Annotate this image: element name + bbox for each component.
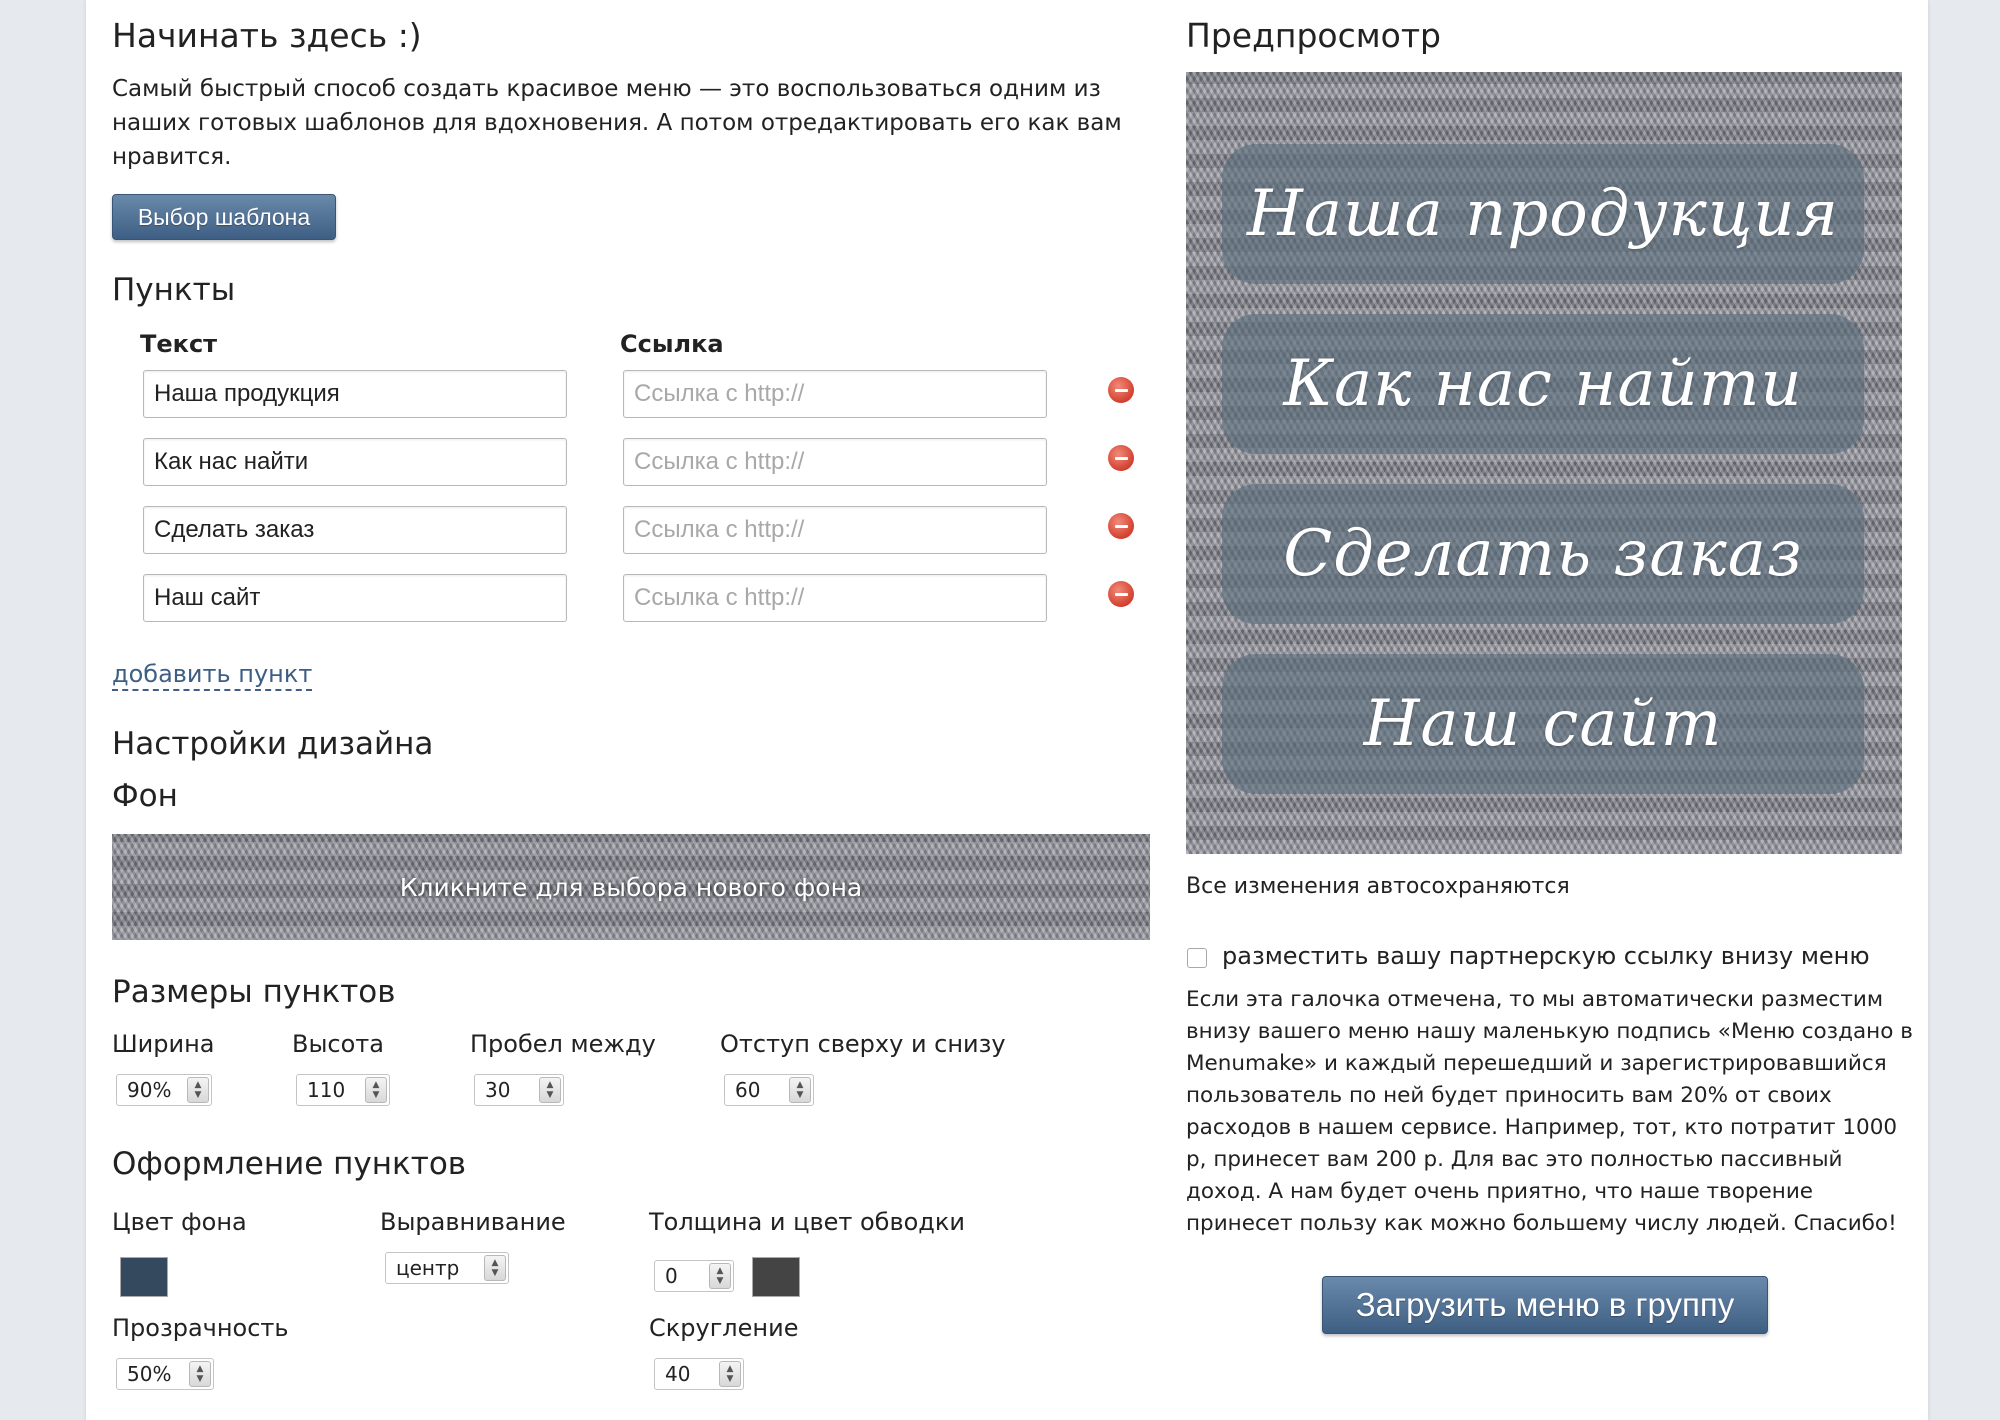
stepper-arrows-icon[interactable]: ▲ ▼ [789,1077,811,1103]
start-description: Самый быстрый способ создать красивое меню — это воспользоваться одним из наших готовых шаблонов для вдохновения. А потом отредактировать его как вам нравится. [112,76,1122,170]
padding-stepper[interactable] [724,1074,814,1106]
stepper-arrows-icon[interactable]: ▲ ▼ [189,1361,211,1387]
gap-value: 30 [485,1078,511,1102]
delete-item-icon[interactable] [1108,377,1134,403]
add-item-link[interactable]: добавить пункт [112,660,312,691]
partner-checkbox-label[interactable]: разместить вашу партнерскую ссылку внизу меню [1222,942,1870,970]
delete-item-icon[interactable] [1108,445,1134,471]
item-sizes-title: Размеры пунктов [112,974,396,1010]
partner-description: Если эта галочка отмечена, то мы автоматически разместим внизу вашего меню нашу маленькую подпись «Меню создано в Menumake» и каждый перешедший и зарегистрировавшийся пользователь по ней будет приносить вам 20% от своих расходов в нашем сервисе. Например, тот, кто потратит 1000 р, принесет вам 200 р. Для вас это полностью пассивный доход. А нам будет очень приятно, что наше творение принесет пользу как можно большему числу людей. Спасибо! [1186,987,1913,1236]
radius-value: 40 [665,1362,691,1386]
item-link-input[interactable] [623,370,1047,418]
item-styling-title: Оформление пунктов [112,1146,467,1182]
radius-stepper[interactable] [654,1358,744,1390]
height-stepper[interactable] [296,1074,390,1106]
width-stepper[interactable] [116,1074,212,1106]
padding-label: Отступ сверху и снизу [720,1030,1006,1058]
height-label: Высота [292,1030,384,1058]
background-picker-label: Кликните для выбора нового фона [399,872,863,902]
align-label: Выравнивание [380,1208,566,1236]
stepper-arrows-icon[interactable]: ▲ ▼ [187,1077,209,1103]
stepper-arrows-icon[interactable]: ▲ ▼ [709,1263,731,1289]
background-title: Фон [112,778,178,814]
text-column-header: Текст [140,330,218,358]
delete-item-icon[interactable] [1108,513,1134,539]
start-title: Начинать здесь :) [112,16,422,55]
item-text-input[interactable] [143,370,567,418]
template-select-button[interactable]: Выбор шаблона [112,194,336,240]
border-label: Толщина и цвет обводки [649,1208,965,1236]
opacity-value: 50% [127,1362,172,1386]
preview-item[interactable]: Наш сайт [1222,654,1864,794]
height-value: 110 [307,1078,346,1102]
item-text-input[interactable] [143,574,567,622]
opacity-label: Прозрачность [112,1314,289,1342]
autosave-note: Все изменения автосохраняются [1186,874,1570,899]
item-text-input[interactable] [143,506,567,554]
border-width-value: 0 [665,1264,678,1288]
opacity-stepper[interactable] [116,1358,214,1390]
preview-item[interactable]: Как нас найти [1222,314,1864,454]
border-width-stepper[interactable] [654,1260,734,1292]
width-label: Ширина [112,1030,215,1058]
align-select[interactable] [385,1252,509,1284]
gap-label: Пробел между [470,1030,656,1058]
preview-item[interactable]: Сделать заказ [1222,484,1864,624]
bg-color-swatch[interactable] [120,1257,168,1297]
radius-label: Скругление [649,1314,799,1342]
select-arrows-icon[interactable]: ▲ ▼ [484,1255,506,1281]
background-picker[interactable] [112,834,1150,940]
stepper-arrows-icon[interactable]: ▲ ▼ [719,1361,741,1387]
delete-item-icon[interactable] [1108,581,1134,607]
preview-item[interactable]: Наша продукция [1222,144,1864,284]
editor-card [86,0,1928,1420]
stepper-arrows-icon[interactable]: ▲ ▼ [365,1077,387,1103]
upload-menu-button[interactable]: Загрузить меню в группу [1322,1276,1768,1334]
item-link-input[interactable] [623,574,1047,622]
design-settings-title: Настройки дизайна [112,726,434,762]
partner-link-checkbox[interactable] [1187,948,1207,968]
link-column-header: Ссылка [620,330,724,358]
items-section-title: Пункты [112,272,236,308]
bg-color-label: Цвет фона [112,1208,247,1236]
border-color-swatch[interactable] [752,1257,800,1297]
gap-stepper[interactable] [474,1074,564,1106]
padding-value: 60 [735,1078,761,1102]
menu-preview [1186,72,1902,854]
stepper-arrows-icon[interactable]: ▲ ▼ [539,1077,561,1103]
preview-title: Предпросмотр [1186,16,1441,55]
item-link-input[interactable] [623,438,1047,486]
align-value: центр [396,1256,460,1280]
width-value: 90% [127,1078,172,1102]
item-link-input[interactable] [623,506,1047,554]
item-text-input[interactable] [143,438,567,486]
